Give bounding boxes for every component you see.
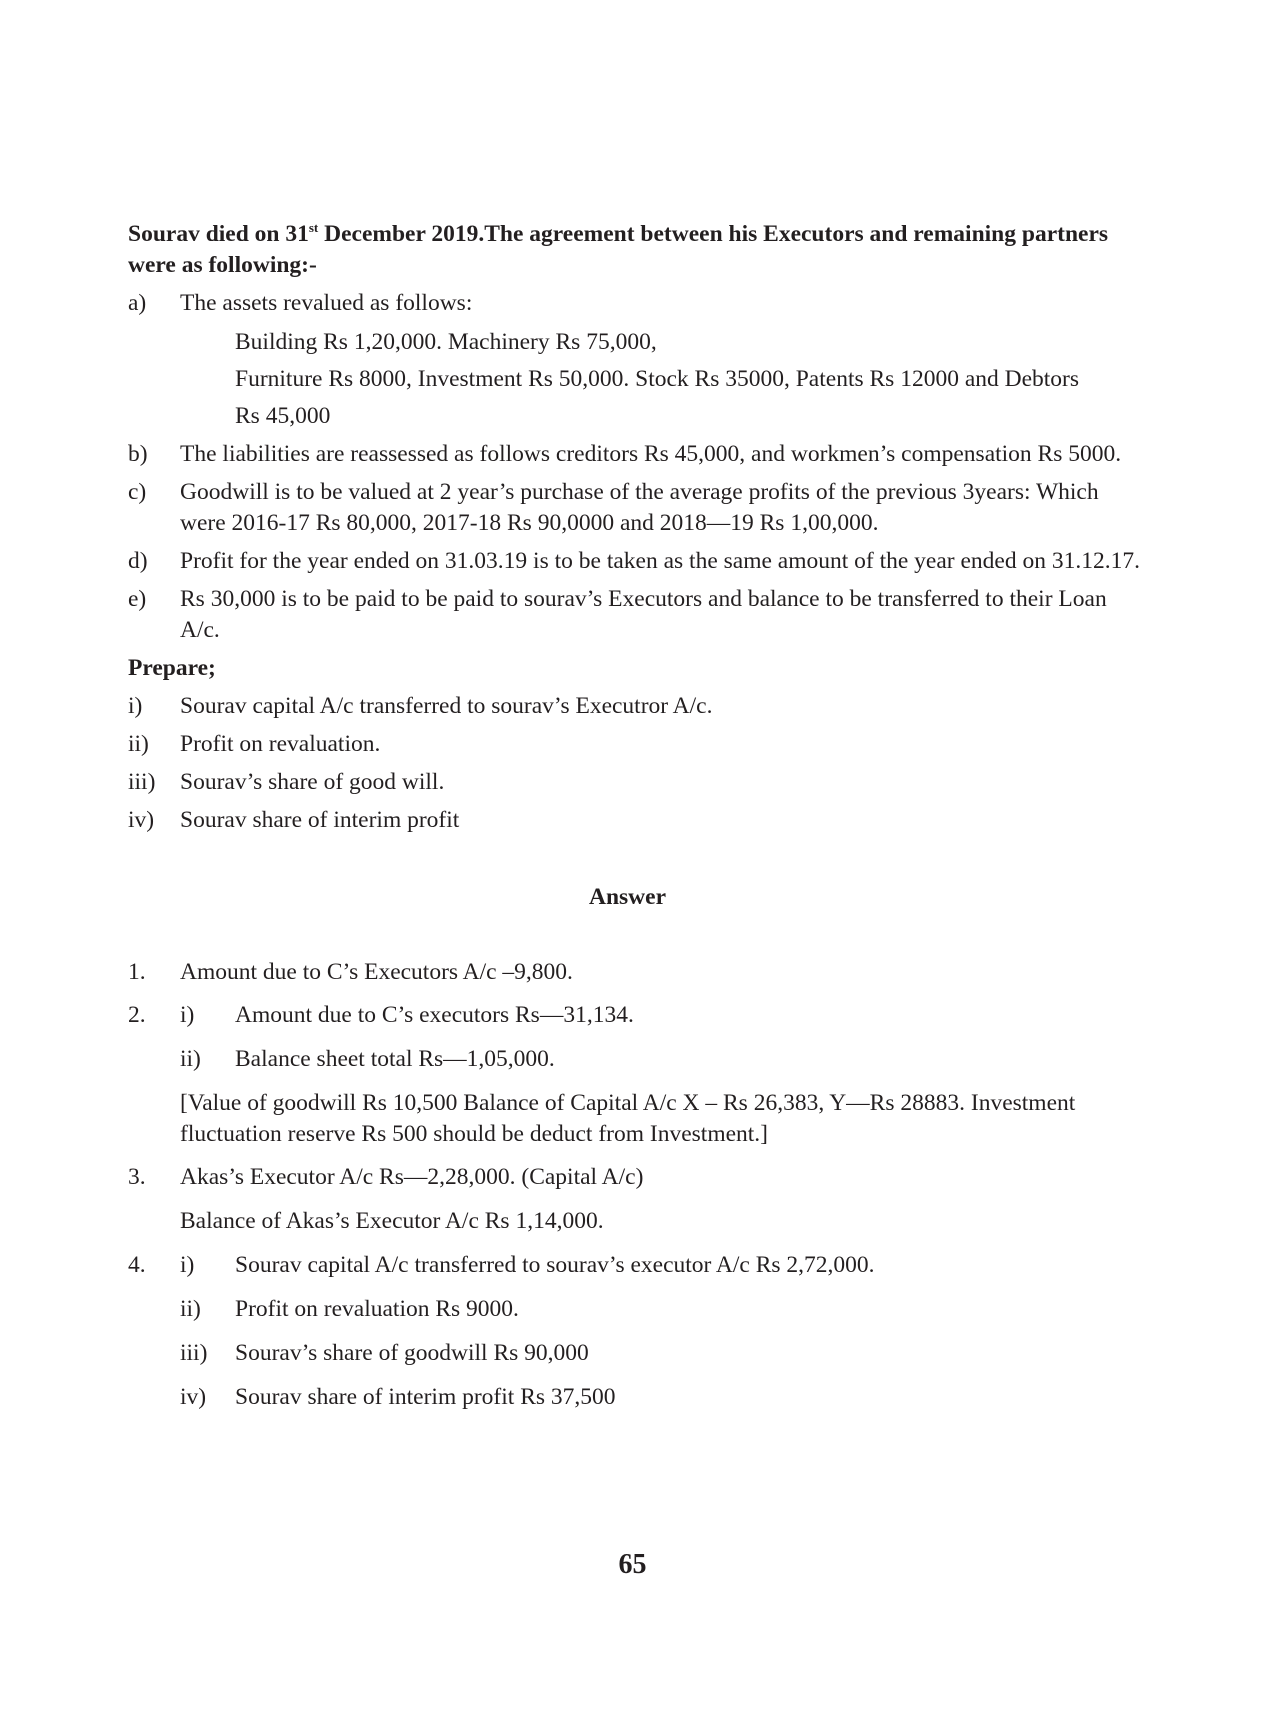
prepare-item-i: Sourav capital A/c transferred to sourav’s Executror A/c.	[180, 693, 713, 719]
answer-2-note-2: fluctuation reserve Rs 500 should be deduct from Investment.]	[180, 1121, 769, 1147]
item-label-c: c)	[128, 479, 147, 505]
prepare-item-ii: Profit on revaluation.	[180, 731, 381, 757]
item-label-d: d)	[128, 548, 148, 574]
answer-4-label-ii: ii)	[180, 1296, 201, 1322]
answer-4-iii-text: Sourav’s share of goodwill Rs 90,000	[235, 1340, 589, 1366]
answer-4-label-iv: iv)	[180, 1384, 207, 1410]
assets-line-2: Furniture Rs 8000, Investment Rs 50,000. Stock Rs 35000, Patents Rs 12000 and Debtors	[235, 366, 1080, 392]
item-e-text-2: A/c.	[180, 617, 220, 643]
item-label-a: a)	[128, 290, 147, 316]
answer-number-4: 4.	[128, 1252, 146, 1278]
item-d-text: Profit for the year ended on 31.03.19 is to be taken as the same amount of the year ended on 31.12.17.	[180, 548, 1140, 574]
assets-line-1: Building Rs 1,20,000. Machinery Rs 75,000,	[235, 329, 657, 355]
answer-3-line-1: Akas’s Executor A/c Rs—2,28,000. (Capital A/c)	[180, 1164, 644, 1190]
answer-4-iv-text: Sourav share of interim profit Rs 37,500	[235, 1384, 616, 1410]
intro-line-1: Sourav died on 31st December 2019.The agreement between his Executors and remaining partners	[128, 220, 1109, 247]
answer-4-ii-text: Profit on revaluation Rs 9000.	[235, 1296, 519, 1322]
item-label-e: e)	[128, 586, 147, 612]
answer-1-text: Amount due to C’s Executors A/c –9,800.	[180, 959, 573, 985]
prepare-heading: Prepare;	[128, 655, 216, 681]
answer-3-line-2: Balance of Akas’s Executor A/c Rs 1,14,000.	[180, 1208, 604, 1234]
answer-4-label-iii: iii)	[180, 1340, 208, 1366]
item-c-text-1: Goodwill is to be valued at 2 year’s purchase of the average profits of the previous 3years: Which	[180, 479, 1099, 505]
item-e-text-1: Rs 30,000 is to be paid to be paid to sourav’s Executors and balance to be transferred to their Loan	[180, 586, 1107, 612]
answer-2-label-ii: ii)	[180, 1046, 201, 1072]
answer-number-1: 1.	[128, 959, 146, 985]
answer-2-note-1: [Value of goodwill Rs 10,500 Balance of Capital A/c X – Rs 26,383, Y—Rs 28883. Investment	[180, 1090, 1076, 1116]
item-c-text-2: were 2016-17 Rs 80,000, 2017-18 Rs 90,0000 and 2018—19 Rs 1,00,000.	[180, 510, 879, 536]
item-b-text: The liabilities are reassessed as follows creditors Rs 45,000, and workmen’s compensation Rs 5000.	[180, 441, 1122, 467]
intro-line-2: were as following:-	[128, 252, 317, 278]
answer-number-3: 3.	[128, 1164, 146, 1190]
prepare-label-iv: iv)	[128, 807, 155, 833]
page-number: 65	[618, 1549, 647, 1580]
prepare-label-iii: iii)	[128, 769, 156, 795]
answer-4-label-i: i)	[180, 1252, 195, 1278]
prepare-item-iii: Sourav’s share of good will.	[180, 769, 445, 795]
item-a-text: The assets revalued as follows:	[180, 290, 473, 316]
answer-2-i-text: Amount due to C’s executors Rs—31,134.	[235, 1002, 634, 1028]
item-label-b: b)	[128, 441, 148, 467]
answer-4-i-text: Sourav capital A/c transferred to sourav’s executor A/c Rs 2,72,000.	[235, 1252, 875, 1278]
answer-heading: Answer	[588, 884, 667, 910]
answer-2-ii-text: Balance sheet total Rs—1,05,000.	[235, 1046, 555, 1072]
prepare-label-ii: ii)	[128, 731, 149, 757]
assets-line-3: Rs 45,000	[235, 403, 331, 429]
answer-number-2: 2.	[128, 1002, 146, 1028]
prepare-label-i: i)	[128, 693, 143, 719]
prepare-item-iv: Sourav share of interim profit	[180, 807, 460, 833]
answer-2-label-i: i)	[180, 1002, 195, 1028]
